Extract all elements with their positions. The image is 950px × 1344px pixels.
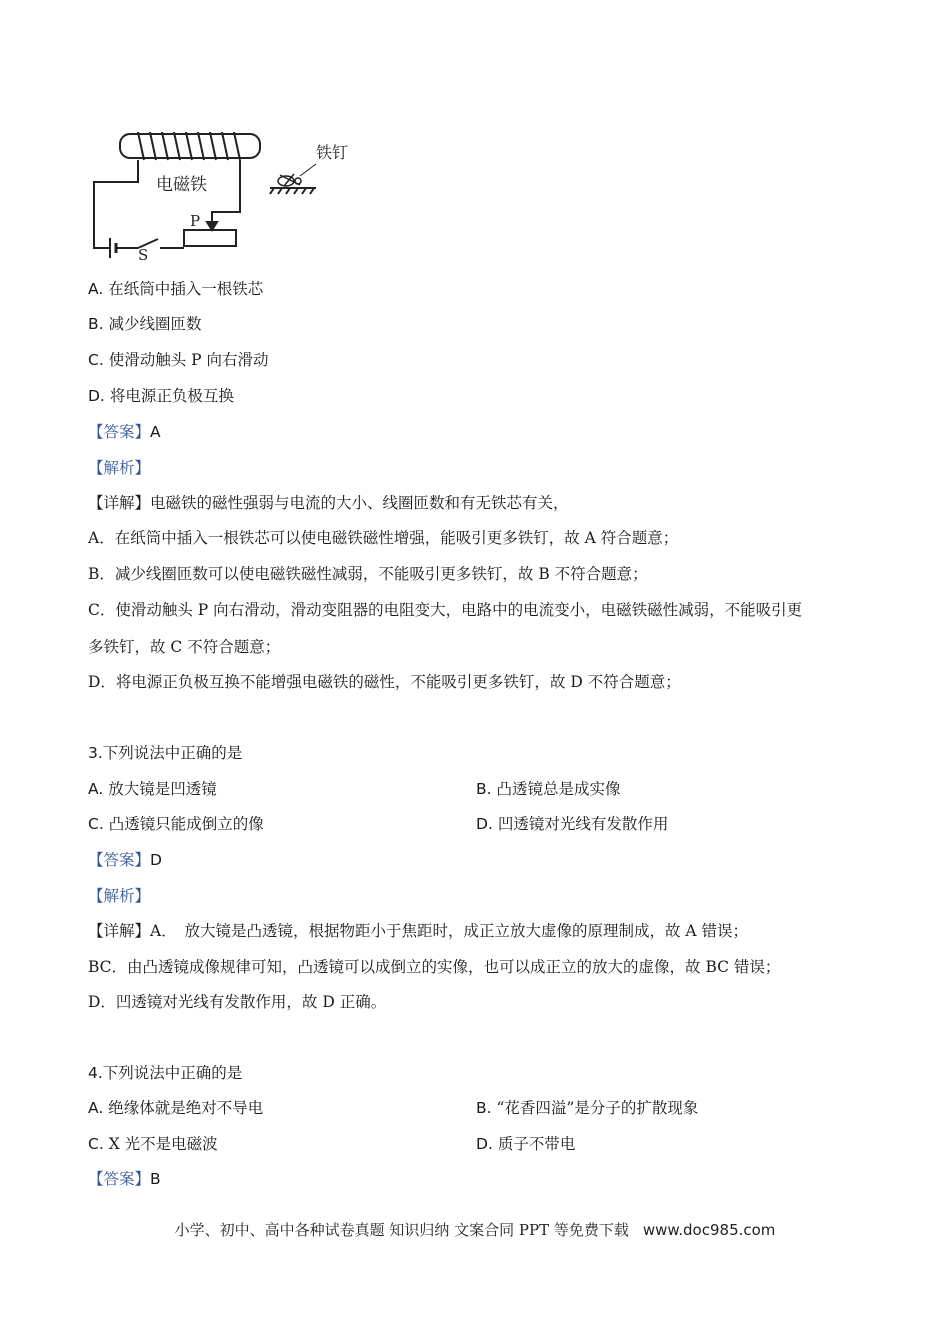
q3-answer: 【答案】D (88, 851, 162, 869)
q2-option-a: A. 在纸筒中插入一根铁芯 (88, 280, 264, 298)
q3-option-d: D. 凹透镜对光线有发散作用 (476, 815, 669, 833)
q2-detail-line: C．使滑动触头 P 向右滑动，滑动变阻器的电阻变大，电路中的电流变小，电磁铁磁性减弱，不能吸引更 (88, 601, 803, 619)
q3-detail-line: 【详解】A． 放大镜是凸透镜，根据物距小于焦距时，成正立放大虚像的原理制成，故 A 错误； (88, 922, 748, 940)
q2-detail-line: D．将电源正负极互换不能增强电磁铁的磁性，不能吸引更多铁钉，故 D 不符合题意； (88, 673, 681, 691)
figure-label-magnet: 电磁铁 (156, 175, 207, 195)
q4-option-a: A. 绝缘体就是绝对不导电 (88, 1099, 264, 1117)
q4-stem: 4.下列说法中正确的是 (88, 1064, 243, 1082)
electromagnet-circuit-figure (86, 126, 366, 264)
q2-detail-line: 多铁钉，故 C 不符合题意； (88, 638, 281, 656)
footer-url[interactable]: www.doc985.com (642, 1221, 776, 1239)
q2-option-b: B. 减少线圈匝数 (88, 315, 202, 333)
q4-option-b: B. “花香四溢”是分子的扩散现象 (476, 1099, 699, 1117)
figure-label-p: P (190, 212, 201, 230)
q4-answer: 【答案】B (88, 1170, 161, 1188)
q2-option-c: C. 使滑动触头 P 向右滑动 (88, 351, 269, 369)
q2-detail-line: B．减少线圈匝数可以使电磁铁磁性减弱，不能吸引更多铁钉，故 B 不符合题意； (88, 565, 648, 583)
q3-option-a: A. 放大镜是凹透镜 (88, 780, 217, 798)
q3-option-b: B. 凸透镜总是成实像 (476, 780, 621, 798)
q3-option-c: C. 凸透镜只能成倒立的像 (88, 815, 264, 833)
q2-option-d: D. 将电源正负极互换 (88, 387, 234, 405)
q2-detail-line: 【详解】电磁铁的磁性强弱与电流的大小、线圈匝数和有无铁芯有关， (88, 494, 569, 512)
q3-detail-line: D．凹透镜对光线有发散作用，故 D 正确。 (88, 993, 387, 1011)
q2-detail-line: A．在纸筒中插入一根铁芯可以使电磁铁磁性增强，能吸引更多铁钉，故 A 符合题意； (88, 529, 679, 547)
q4-option-d: D. 质子不带电 (476, 1135, 576, 1153)
q3-detail-line: BC．由凸透镜成像规律可知，凸透镜可以成倒立的实像，也可以成正立的放大的虚像，故 BC 错误； (88, 958, 781, 976)
page-footer (0, 1219, 950, 1240)
figure-label-s: S (138, 246, 149, 264)
footer-text: 小学、初中、高中各种试卷真题 知识归纳 文案合同 PPT 等免费下载 (174, 1221, 629, 1239)
q2-answer: 【答案】A (88, 423, 161, 441)
figure-label-nail: 铁钉 (316, 143, 349, 162)
q3-stem: 3.下列说法中正确的是 (88, 744, 243, 762)
q2-analysis-tag: 【解析】 (88, 459, 151, 477)
q3-analysis-tag: 【解析】 (88, 887, 151, 905)
q4-option-c: C. X 光不是电磁波 (88, 1135, 218, 1153)
